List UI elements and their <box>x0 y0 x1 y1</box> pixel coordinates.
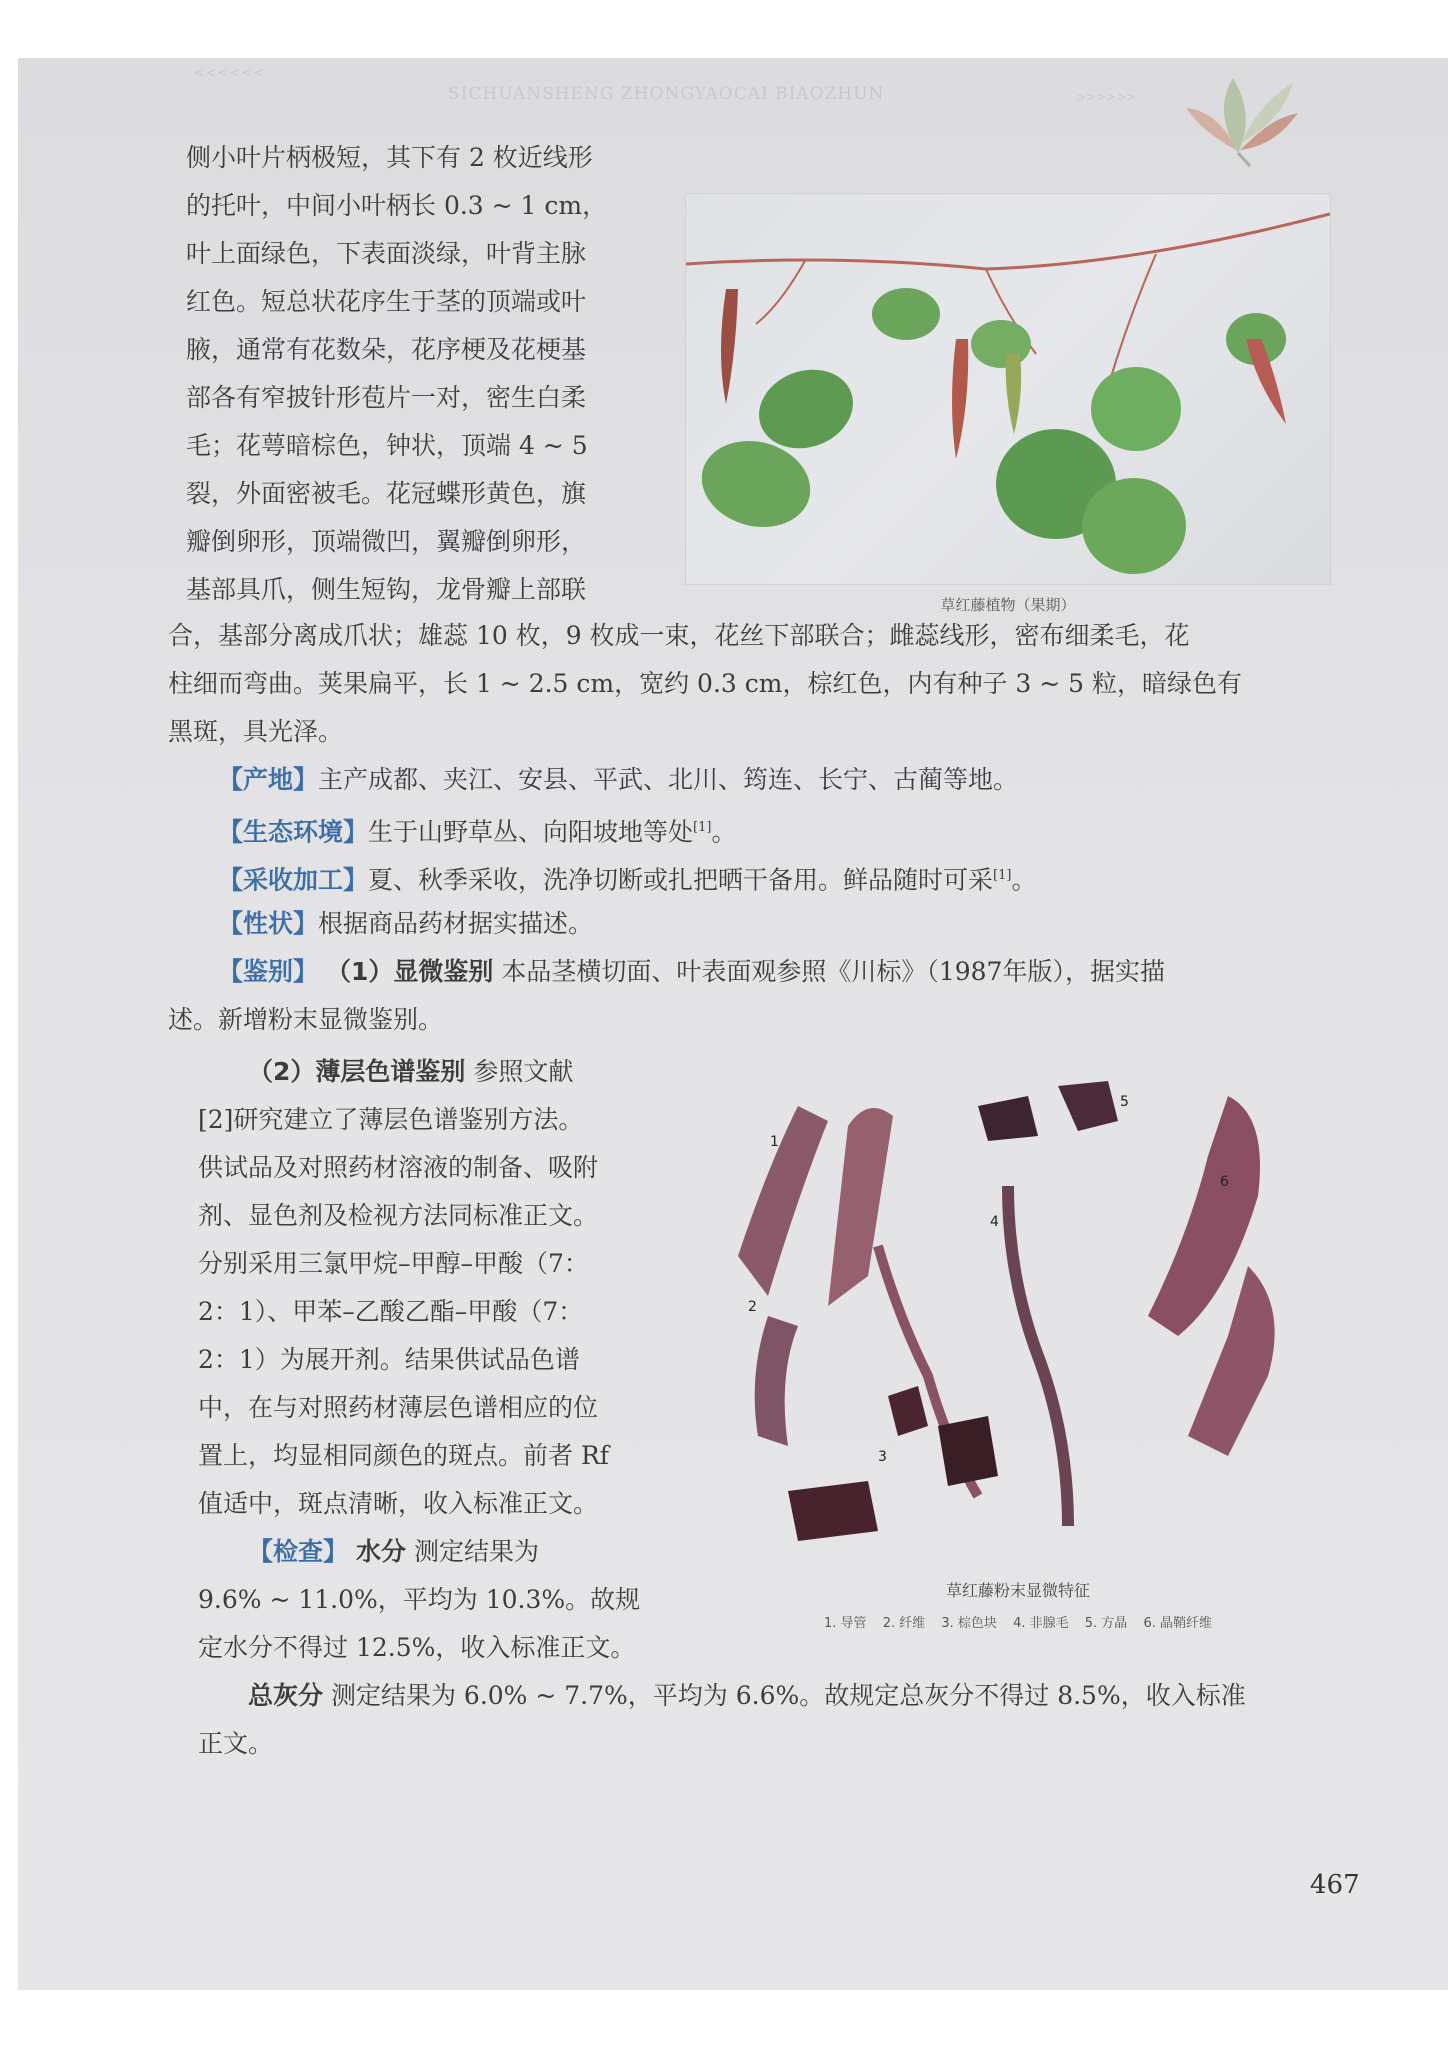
tlc-line: 置上，均显相同颜色的斑点。前者 Rf <box>198 1441 610 1470</box>
leaf-logo-icon <box>1178 58 1308 168</box>
powder-legend-item: 5. 方晶 <box>1084 1616 1128 1631</box>
section-identification <box>218 948 1165 996</box>
tlc-line: 2：1）为展开剂。结果供试品色谱 <box>198 1345 580 1374</box>
page-number: 467 <box>1310 1870 1360 1900</box>
ash-line <box>248 1672 1246 1720</box>
body-line: 柱细而弯曲。荚果扁平，长 1 ~ 2.5 cm，宽约 0.3 cm，棕红色，内有种子 3 ~ 5 粒，暗绿色有 <box>168 669 1243 698</box>
harvest-tail: 。 <box>1011 865 1037 895</box>
water-label: 水分 <box>355 1537 406 1566</box>
water-line: 定水分不得过 12.5%，收入标准正文。 <box>198 1633 636 1662</box>
section-ecology-text: 生于山野草丛、向阳坡地等处 <box>368 817 694 847</box>
tlc-line: 中，在与对照药材薄层色谱相应的位 <box>198 1393 599 1422</box>
powder-legend-item: 3. 棕色块 <box>941 1616 997 1631</box>
section-ecology-label: 【生态环境】 <box>218 817 369 847</box>
running-header-left: <<<<<< <box>194 66 266 81</box>
section-origin-label: 【产地】 <box>218 765 319 794</box>
tlc-first-line <box>248 1048 573 1096</box>
tlc-line: 供试品及对照药材溶液的制备、吸附 <box>198 1153 599 1182</box>
powder-legend <box>718 1612 1318 1631</box>
body-line: 毛；花萼暗棕色，钟状，顶端 4 ~ 5 <box>186 431 588 460</box>
section-character <box>218 900 593 948</box>
section-identification-label: 【鉴别】 <box>218 957 319 986</box>
body-line: 的托叶，中间小叶柄长 0.3 ~ 1 cm， <box>186 191 608 220</box>
powder-legend-item: 1. 导管 <box>824 1616 867 1631</box>
section-ecology <box>218 804 736 856</box>
water-first-text: 测定结果为 <box>413 1537 539 1566</box>
powder-marker: 3 <box>878 1449 887 1465</box>
powder-marker: 2 <box>748 1299 757 1315</box>
water-line: 9.6% ~ 11.0%，平均为 10.3%。故规 <box>198 1585 641 1614</box>
tlc-line: 分别采用三氯甲烷–甲醇–甲酸（7： <box>198 1249 589 1278</box>
section-inspection-label: 【检查】 <box>248 1537 349 1566</box>
powder-marker: 1 <box>770 1134 779 1150</box>
powder-marker: 6 <box>1220 1174 1229 1190</box>
ecology-citation: [1] <box>693 820 712 835</box>
section-origin-text: 主产成都、夹江、安县、平武、北川、筠连、长宁、古蔺等地。 <box>318 765 1019 794</box>
running-header-title: SICHUANSHENG ZHONGYAOCAI BIAOZHUN <box>448 84 885 104</box>
ash-continuation: 正文。 <box>198 1729 274 1758</box>
plant-photo <box>686 194 1330 584</box>
body-line: 述。新增粉末显微鉴别。 <box>168 1005 444 1034</box>
ash-label: 总灰分 <box>248 1681 324 1710</box>
section-character-label: 【性状】 <box>218 909 319 938</box>
body-line: 红色。短总状花序生于茎的顶端或叶 <box>186 287 587 316</box>
section-origin <box>218 756 1018 804</box>
body-line: 瓣倒卵形，顶端微凹，翼瓣倒卵形， <box>186 527 587 556</box>
body-line: 合，基部分离成爪状；雄蕊 10 枚，9 枚成一束，花丝下部联合；雌蕊线形，密布细柔毛，花 <box>168 621 1190 650</box>
body-line: 部各有窄披针形苞片一对，密生白柔 <box>186 383 587 412</box>
running-header-right: >>>>>> <box>1076 90 1137 104</box>
powder-legend-item: 2. 纤维 <box>882 1616 926 1631</box>
tlc-line: 值适中，斑点清晰，收入标准正文。 <box>198 1489 599 1518</box>
section-harvest <box>218 852 1036 904</box>
tlc-line: 2：1）、甲苯–乙酸乙酯–甲酸（7： <box>198 1297 584 1326</box>
section-character-text: 根据商品药材据实描述。 <box>318 909 594 938</box>
body-line: 裂，外面密被毛。花冠蝶形黄色，旗 <box>186 479 587 508</box>
microscopy-label: （1）显微鉴别 <box>325 957 494 986</box>
tlc-line: 剂、显色剂及检视方法同标准正文。 <box>198 1201 599 1230</box>
section-harvest-text: 夏、秋季采收，洗净切断或扎把晒干备用。鲜品随时可采 <box>368 865 994 895</box>
powder-legend-item: 4. 非腺毛 <box>1013 1616 1069 1631</box>
tlc-label: （2）薄层色谱鉴别 <box>248 1057 466 1086</box>
body-line: 黑斑，具光泽。 <box>168 717 344 746</box>
plant-photo-caption: 草红藤植物（果期） <box>940 596 1076 614</box>
powder-marker: 5 <box>1120 1094 1129 1110</box>
section-inspection <box>248 1528 539 1576</box>
microscopy-text: 本品茎横切面、叶表面观参照《川标》（1987年版），据实描 <box>501 957 1165 986</box>
body-line: 基部具爪，侧生短钩，龙骨瓣上部联 <box>186 575 587 604</box>
powder-marker: 4 <box>990 1214 999 1230</box>
powder-legend-item: 6. 晶鞘纤维 <box>1143 1616 1212 1631</box>
ecology-tail: 。 <box>711 817 737 847</box>
tlc-line: [2]研究建立了薄层色谱鉴别方法。 <box>198 1105 584 1134</box>
book-page <box>18 58 1448 1990</box>
powder-caption: 草红藤粉末显微特征 <box>945 1581 1090 1600</box>
body-line: 侧小叶片柄极短，其下有 2 枚近线形 <box>186 143 593 172</box>
body-line: 腋，通常有花数朵，花序梗及花梗基 <box>186 335 587 364</box>
powder-micrograph <box>708 1076 1320 1560</box>
harvest-citation: [1] <box>993 868 1012 883</box>
section-harvest-label: 【采收加工】 <box>218 865 369 895</box>
ash-text: 测定结果为 6.0% ~ 7.7%，平均为 6.6%。故规定总灰分不得过 8.5%，收入标准 <box>330 1681 1246 1710</box>
body-line: 叶上面绿色，下表面淡绿，叶背主脉 <box>186 239 587 268</box>
tlc-first-text: 参照文献 <box>473 1057 574 1086</box>
